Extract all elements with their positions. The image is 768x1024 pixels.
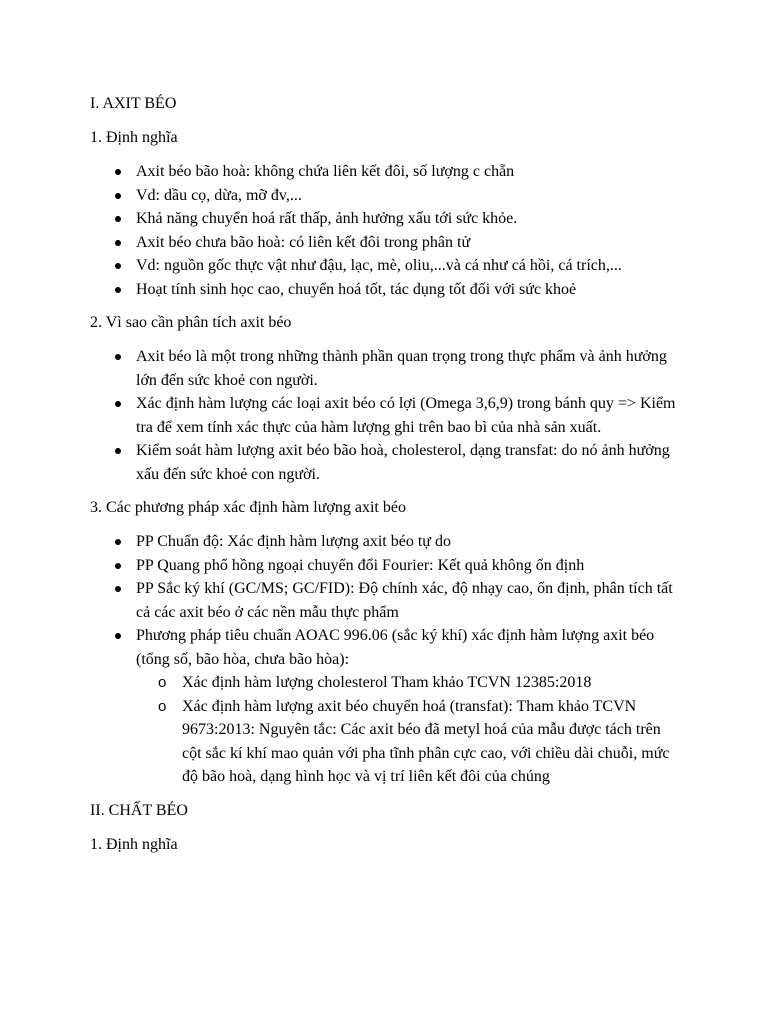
circle-bullet-icon: o — [158, 697, 167, 715]
subheading-phuong-phap: 3. Các phương pháp xác định hàm lượng axit béo — [90, 499, 406, 516]
nested-item-text: Xác định hàm lượng cholesterol Tham khảo TCVN 12385:2018 — [182, 674, 592, 691]
list-item: Vd: dầu cọ, dừa, mỡ đv,... — [90, 184, 680, 208]
circle-bullet-icon: o — [158, 674, 167, 691]
methods-list — [90, 530, 680, 789]
nested-list-item — [90, 695, 680, 789]
nested-list — [90, 671, 680, 789]
list-item: Kiểm soát hàm lượng axit béo bão hoà, cholesterol, dạng transfat: do nó ảnh hưởng xấu đến sức khoẻ con người. — [90, 439, 680, 486]
subheading-dinh-nghia: 1. Định nghĩa — [90, 129, 178, 146]
list-item: Vd: nguồn gốc thực vật như đậu, lạc, mè, oliu,...và cá như cá hồi, cá trích,... — [90, 254, 680, 278]
definition-list — [90, 160, 680, 301]
list-item — [90, 624, 680, 789]
list-item: PP Sắc ký khí (GC/MS; GC/FID): Độ chính xác, độ nhạy cao, ổn định, phân tích tất cả các axit béo ở các nền mẫu thực phẩm — [90, 577, 680, 624]
document-page — [90, 92, 680, 867]
list-item: Khả năng chuyển hoá rất thấp, ảnh hưởng xấu tới sức khỏe. — [90, 207, 680, 231]
list-item-text: Phương pháp tiêu chuẩn AOAC 996.06 (sắc ký khí) xác định hàm lượng axit béo (tổng số, bão hòa, chưa bão hòa): — [136, 627, 655, 668]
nested-list-item — [90, 671, 680, 695]
nested-item-text: Xác định hàm lượng axit béo chuyển hoá (transfat): Tham khảo TCVN 9673:2013: Nguyên tắc: Các axit béo đã metyl hoá của mẫu được tách trên cột sắc kí khí mao quản với pha tĩnh phân cực cao, với chiều dài chuỗi, mức độ bão hoà, dạng hình học và vị trí liên kết đôi của chúng — [182, 697, 670, 785]
subheading-vi-sao: 2. Vì sao cần phân tích axit béo — [90, 314, 292, 331]
reasons-list — [90, 345, 680, 486]
section-heading-axit-beo: I. AXIT BÉO — [90, 95, 177, 112]
list-item: Axit béo chưa bão hoà: có liên kết đôi trong phân tử — [90, 231, 680, 255]
list-item: Hoạt tính sinh học cao, chuyển hoá tốt, tác dụng tốt đối với sức khoẻ — [90, 278, 680, 302]
list-item: Axit béo là một trong những thành phần quan trọng trong thực phẩm và ảnh hưởng lớn đến sức khoẻ con người. — [90, 345, 680, 392]
list-item: Xác định hàm lượng các loại axit béo có lợi (Omega 3,6,9) trong bánh quy => Kiểm tra để xem tính xác thực của hàm lượng ghi trên bao bì của nhà sản xuất. — [90, 392, 680, 439]
list-item: Axit béo bão hoà: không chứa liên kết đôi, số lượng c chẵn — [90, 160, 680, 184]
section-heading-chat-beo: II. CHẤT BÉO — [90, 801, 188, 819]
list-item: PP Quang phổ hồng ngoại chuyển đổi Fourier: Kết quả không ổn định — [90, 554, 680, 578]
subheading-dinh-nghia-2: 1. Định nghĩa — [90, 835, 178, 853]
list-item: PP Chuẩn độ: Xác định hàm lượng axit béo tự do — [90, 530, 680, 554]
